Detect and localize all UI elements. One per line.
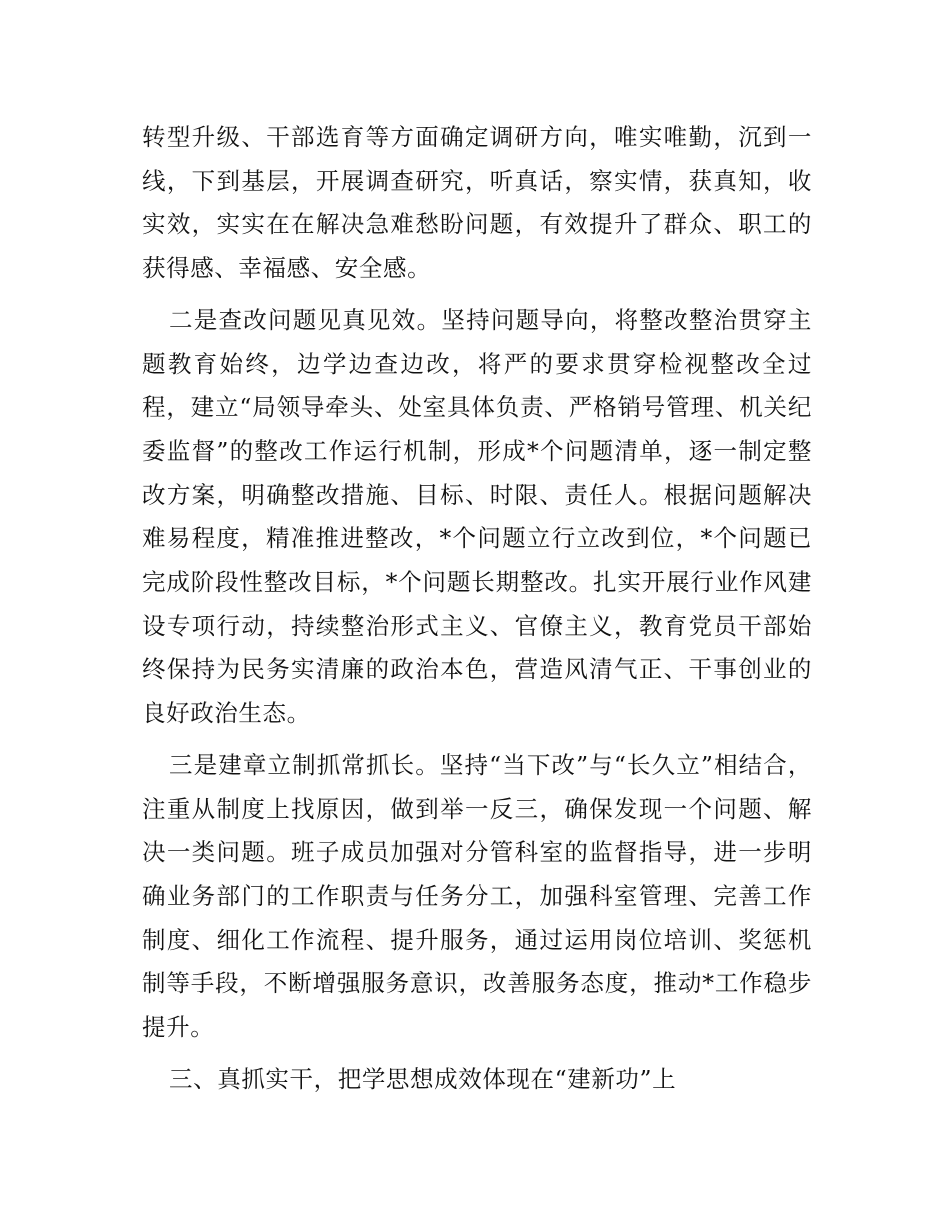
- paragraph-continued: 转型升级、干部选育等方面确定调研方向，唯实唯勤，沉到一线，下到基层，开展调查研究，听真话，察实情，获真知，收实效，实实在在解决急难愁盼问题，有效提升了群众、职工的获得感、幸福感、安全感。: [142, 123, 812, 283]
- paragraph-rectification: 二是查改问题见真见效。坚持问题导向，将整改整治贯穿主题教育始终，边学边查边改，将严的要求贯穿检视整改全过程，建立“局领导牵头、处室具体负责、严格销号管理、机关纪委监督”的整改工作运行机制，形成*个问题清单，逐一制定整改方案，明确整改措施、目标、时限、责任人。根据问题解决难易程度，精准推进整改，*个问题立行立改到位，*个问题已完成阶段性整改目标，*个问题长期整改。扎实开展行业作风建设专项行动，持续整治形式主义、官僚主义，教育党员干部始终保持为民务实清廉的政治本色，营造风清气正、干事创业的良好政治生态。: [142, 305, 812, 728]
- paragraph-institution-building: 三是建章立制抓常抓长。坚持“当下改”与“长久立”相结合，注重从制度上找原因，做到举一反三，确保发现一个问题、解决一类问题。班子成员加强对分管科室的监督指导，进一步明确业务部门的工作职责与任务分工，加强科室管理、完善工作制度、细化工作流程、提升服务，通过运用岗位培训、奖惩机制等手段，不断增强服务意识，改善服务态度，推动*工作稳步提升。: [142, 750, 812, 1042]
- section-heading: 三、真抓实干，把学思想成效体现在“建新功”上: [169, 1064, 677, 1093]
- document-body: [142, 116, 812, 1109]
